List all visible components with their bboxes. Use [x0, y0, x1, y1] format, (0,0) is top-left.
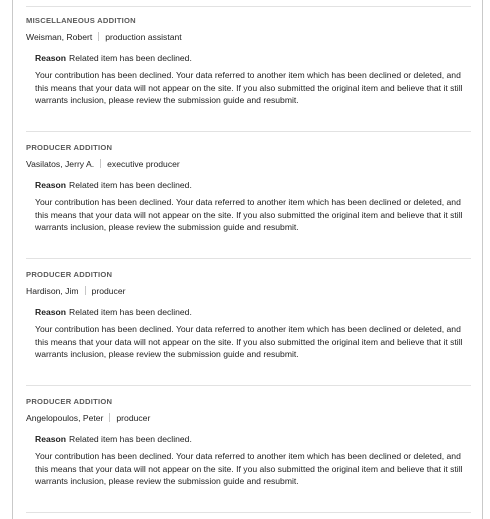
submission-type: PRODUCER ADDITION: [26, 270, 113, 279]
reason-label: Reason: [35, 53, 67, 63]
person-name[interactable]: Weisman, Robert: [26, 32, 93, 42]
decline-description: Your contribution has been declined. Your data referred to another item which has been declined or deleted, and this means that your data will not appear on the site. If you also submitted the original item and believe that it still warrants inclusion, please review the submission guide and resubmit.: [35, 451, 463, 486]
credit-line: [26, 159, 471, 170]
divider: [26, 258, 471, 259]
divider: [26, 512, 471, 513]
decline-description: Your contribution has been declined. Your data referred to another item which has been declined or deleted, and this means that your data will not appear on the site. If you also submitted the original item and believe that it still warrants inclusion, please review the submission guide and resubmit.: [35, 70, 463, 105]
decline-description: Your contribution has been declined. Your data referred to another item which has been declined or deleted, and this means that your data will not appear on the site. If you also submitted the original item and believe that it still warrants inclusion, please review the submission guide and resubmit.: [35, 197, 463, 232]
submission-entry: [26, 270, 471, 361]
credit-line: [26, 286, 471, 297]
credit-line: [26, 32, 471, 43]
divider: [26, 385, 471, 386]
reason-label: Reason: [35, 307, 67, 317]
person-role: executive producer: [107, 159, 180, 169]
reason-line: [35, 307, 471, 318]
person-name[interactable]: Hardison, Jim: [26, 286, 79, 296]
reason-text: Related item has been declined.: [69, 434, 192, 444]
person-role: production assistant: [105, 32, 182, 42]
person-role: producer: [116, 413, 151, 423]
reason-line: [35, 180, 471, 191]
separator: [85, 286, 86, 295]
separator: [109, 413, 110, 422]
reason-text: Related item has been declined.: [69, 180, 192, 190]
divider: [26, 131, 471, 132]
submission-type: PRODUCER ADDITION: [26, 397, 113, 406]
reason-text: Related item has been declined.: [69, 307, 192, 317]
reason-text: Related item has been declined.: [69, 53, 192, 63]
submission-type: PRODUCER ADDITION: [26, 143, 113, 152]
submission-entry: [26, 16, 471, 107]
separator: [98, 32, 99, 41]
submission-entry: [26, 397, 471, 488]
person-role: producer: [91, 286, 126, 296]
decline-description: Your contribution has been declined. Your data referred to another item which has been declined or deleted, and this means that your data will not appear on the site. If you also submitted the original item and believe that it still warrants inclusion, please review the submission guide and resubmit.: [35, 324, 463, 359]
reason-label: Reason: [35, 434, 67, 444]
person-name[interactable]: Angelopoulos, Peter: [26, 413, 104, 423]
separator: [100, 159, 101, 168]
submission-type: MISCELLANEOUS ADDITION: [26, 16, 136, 25]
reason-line: [35, 53, 471, 64]
credit-line: [26, 413, 471, 424]
person-name[interactable]: Vasilatos, Jerry A.: [26, 159, 95, 169]
reason-line: [35, 434, 471, 445]
divider: [26, 6, 471, 7]
reason-label: Reason: [35, 180, 67, 190]
submission-entry: [26, 143, 471, 234]
